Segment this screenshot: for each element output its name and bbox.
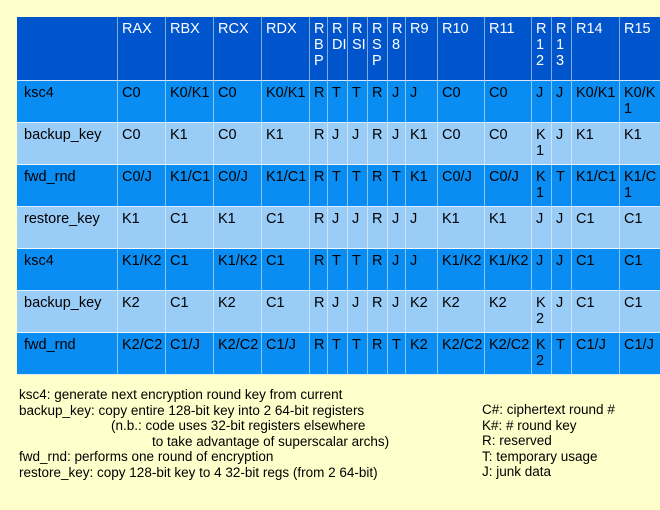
table-cell: J: [552, 207, 572, 249]
table-row: [17, 333, 660, 375]
table-cell: K1: [406, 165, 438, 207]
table-cell: J: [348, 207, 368, 249]
table-row: [17, 165, 660, 207]
table-cell: R: [368, 123, 388, 165]
column-header: R15: [620, 17, 660, 81]
column-header: RAX: [118, 17, 166, 81]
table-cell: J: [328, 123, 348, 165]
table-cell: C0: [485, 123, 532, 165]
table-body: [17, 81, 660, 375]
table-cell: K2/C2: [118, 333, 166, 375]
table-cell: C0/J: [485, 165, 532, 207]
note-restore-key: restore_key: copy 128-bit key to 4 32-bit regs (from 2 64-bit): [19, 464, 378, 480]
table-cell: K2/C2: [485, 333, 532, 375]
table-cell: K1/K2: [438, 249, 485, 291]
table-cell: K2: [532, 333, 552, 375]
table-cell: K1: [532, 165, 552, 207]
table-cell: C0: [214, 123, 262, 165]
table-cell: C1: [620, 249, 660, 291]
table-cell: K1: [572, 123, 620, 165]
table-cell: C1: [262, 249, 310, 291]
table-cell: T: [552, 165, 572, 207]
column-header: RCX: [214, 17, 262, 81]
table-cell: K1: [406, 123, 438, 165]
table-cell: J: [388, 291, 406, 333]
table-cell: K1: [262, 123, 310, 165]
table-cell: J: [552, 249, 572, 291]
table-cell: R: [368, 291, 388, 333]
table-cell: C0: [438, 123, 485, 165]
table-row: [17, 207, 660, 249]
table-cell: K1/C1: [620, 165, 660, 207]
column-header: R11: [485, 17, 532, 81]
legend-round-key: K#: # round key: [482, 417, 577, 433]
table-cell: K1: [532, 123, 552, 165]
table-cell: J: [348, 123, 368, 165]
table-cell: K1: [485, 207, 532, 249]
note-nb: (n.b.: code uses 32-bit registers elsewhere: [111, 418, 366, 433]
table-cell: J: [388, 123, 406, 165]
row-label: ksc4: [17, 81, 118, 123]
note-fwd-rnd: fwd_rnd: performs one round of encryption: [19, 449, 274, 464]
table-cell: C1: [572, 207, 620, 249]
table-cell: C0/J: [118, 165, 166, 207]
table-cell: J: [348, 291, 368, 333]
table-cell: T: [552, 333, 572, 375]
table-cell: T: [388, 165, 406, 207]
table-cell: J: [328, 207, 348, 249]
table-cell: R: [310, 123, 328, 165]
table-cell: K2: [438, 291, 485, 333]
table-cell: K1/C1: [572, 165, 620, 207]
table-cell: K0/K1: [620, 81, 660, 123]
table-cell: K2: [485, 291, 532, 333]
table-row: [17, 249, 660, 291]
table-row: [17, 81, 660, 123]
table-cell: C1/J: [262, 333, 310, 375]
table-cell: C1/J: [166, 333, 214, 375]
register-usage-table: [17, 17, 660, 375]
table-cell: K0/K1: [262, 81, 310, 123]
table-cell: J: [328, 291, 348, 333]
table-cell: C0: [214, 81, 262, 123]
table-cell: T: [348, 81, 368, 123]
legend-temporary: T: temporary usage: [482, 448, 598, 464]
table-cell: K0/K1: [166, 81, 214, 123]
table-cell: J: [406, 207, 438, 249]
table-cell: R: [368, 81, 388, 123]
table-cell: K1/C1: [166, 165, 214, 207]
table-cell: K1/K2: [214, 249, 262, 291]
column-header: R8: [388, 17, 406, 81]
table-cell: C0/J: [214, 165, 262, 207]
row-label: ksc4: [17, 249, 118, 291]
row-label: restore_key: [17, 207, 118, 249]
column-header: RDX: [262, 17, 310, 81]
table-cell: T: [328, 81, 348, 123]
note-nb-cont: to take advantage of superscalar archs): [152, 433, 390, 449]
table-cell: C1: [262, 291, 310, 333]
table-cell: R: [310, 249, 328, 291]
table-cell: K2: [406, 291, 438, 333]
row-label: backup_key: [17, 123, 118, 165]
table-cell: J: [388, 207, 406, 249]
table-cell: R: [368, 165, 388, 207]
column-header: RSP: [368, 17, 388, 81]
table-cell: T: [328, 249, 348, 291]
table-cell: K1: [214, 207, 262, 249]
table-cell: J: [406, 249, 438, 291]
table-cell: K2: [214, 291, 262, 333]
column-header: RBX: [166, 17, 214, 81]
table-cell: C0: [118, 123, 166, 165]
row-label: backup_key: [17, 291, 118, 333]
table-cell: J: [532, 81, 552, 123]
table-cell: J: [552, 291, 572, 333]
table-cell: J: [388, 249, 406, 291]
table-cell: R: [368, 333, 388, 375]
table-cell: T: [348, 249, 368, 291]
table-cell: K1/K2: [118, 249, 166, 291]
table-cell: C1/J: [572, 333, 620, 375]
table-cell: J: [406, 81, 438, 123]
table-cell: K1: [118, 207, 166, 249]
table-cell: C1/J: [620, 333, 660, 375]
row-label: fwd_rnd: [17, 165, 118, 207]
table-cell: R: [310, 165, 328, 207]
table-cell: K1/K2: [485, 249, 532, 291]
note-ksc4: ksc4: generate next encryption round key from current: [19, 387, 343, 402]
table-cell: K2/C2: [214, 333, 262, 375]
legend-reserved: R: reserved: [482, 433, 552, 448]
table-cell: R: [310, 291, 328, 333]
table-cell: J: [532, 207, 552, 249]
note-backup-key: backup_key: copy entire 128-bit key into 2 64-bit registers: [19, 402, 365, 418]
table-cell: R: [368, 207, 388, 249]
table-cell: C1: [572, 291, 620, 333]
table-cell: C1: [262, 207, 310, 249]
table-cell: T: [328, 165, 348, 207]
table-cell: J: [552, 123, 572, 165]
table-cell: R: [310, 333, 328, 375]
table-cell: K2/C2: [438, 333, 485, 375]
column-header: R10: [438, 17, 485, 81]
table-cell: K1: [438, 207, 485, 249]
table-row: [17, 123, 660, 165]
table-cell: K1: [620, 123, 660, 165]
column-header: RSI: [348, 17, 368, 81]
table-cell: K0/K1: [572, 81, 620, 123]
column-header: R9: [406, 17, 438, 81]
table-cell: R: [310, 81, 328, 123]
table-cell: C0: [118, 81, 166, 123]
table-cell: C1: [166, 207, 214, 249]
table-cell: J: [552, 81, 572, 123]
legend: [482, 402, 615, 480]
table-cell: C1: [620, 291, 660, 333]
table-cell: T: [348, 333, 368, 375]
header-corner: [17, 17, 118, 81]
column-header: RBP: [310, 17, 328, 81]
table-cell: C1: [620, 207, 660, 249]
table-cell: K1: [166, 123, 214, 165]
header-row: [17, 17, 660, 81]
table-cell: T: [348, 165, 368, 207]
column-header: R14: [572, 17, 620, 81]
table-cell: K2: [532, 291, 552, 333]
table-row: [17, 291, 660, 333]
table-cell: K2: [406, 333, 438, 375]
legend-ciphertext: C#: ciphertext round #: [482, 402, 615, 417]
table-cell: C0: [438, 81, 485, 123]
table-cell: J: [388, 81, 406, 123]
row-label: fwd_rnd: [17, 333, 118, 375]
legend-junk: J: junk data: [482, 464, 552, 479]
table-cell: C1: [572, 249, 620, 291]
column-header: R13: [552, 17, 572, 81]
table-cell: K2: [118, 291, 166, 333]
column-header: R12: [532, 17, 552, 81]
table-cell: R: [310, 207, 328, 249]
column-header: RDI: [328, 17, 348, 81]
table-cell: C1: [166, 291, 214, 333]
table-cell: C0/J: [438, 165, 485, 207]
table-cell: K1/C1: [262, 165, 310, 207]
table-cell: R: [368, 249, 388, 291]
table-cell: T: [328, 333, 348, 375]
table-cell: J: [532, 249, 552, 291]
notes: [19, 387, 389, 480]
table-cell: C0: [485, 81, 532, 123]
table-cell: C1: [166, 249, 214, 291]
table-cell: T: [388, 333, 406, 375]
